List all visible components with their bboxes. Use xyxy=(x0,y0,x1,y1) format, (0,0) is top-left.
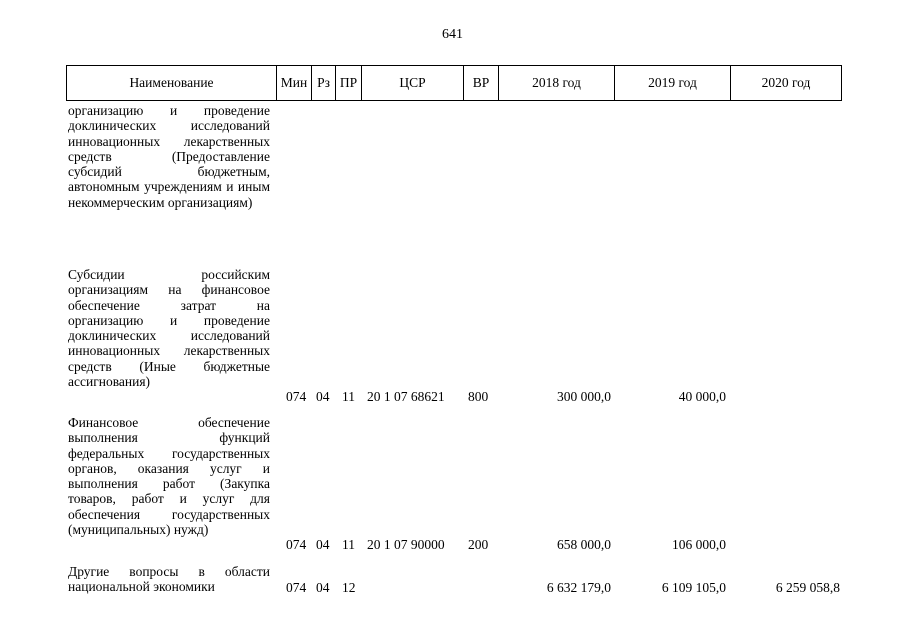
row-rz: 04 xyxy=(316,389,330,404)
row-2019: 6 109 105,0 xyxy=(661,580,726,595)
row-2018: 300 000,0 xyxy=(557,389,611,404)
row-rz: 04 xyxy=(316,537,330,552)
column-header-csr: ЦСР xyxy=(362,66,464,100)
row-2019: 106 000,0 xyxy=(672,537,726,552)
page-number: 641 xyxy=(442,27,463,42)
row-vr: 200 xyxy=(468,537,489,552)
table-header xyxy=(66,65,842,101)
row-vr: 800 xyxy=(468,389,489,404)
row-pr: 11 xyxy=(342,537,355,552)
row-min: 074 xyxy=(286,537,307,552)
column-header-name: Наименование xyxy=(67,66,277,100)
column-header-2018: 2018 год xyxy=(499,66,615,100)
row-pr: 11 xyxy=(342,389,355,404)
column-header-vr: ВР xyxy=(464,66,499,100)
column-header-2019: 2019 год xyxy=(615,66,731,100)
row-2020: 6 259 058,8 xyxy=(775,580,840,595)
row-2018: 658 000,0 xyxy=(557,537,611,552)
column-header-min: Мин xyxy=(277,66,312,100)
row-csr: 20 1 07 90000 xyxy=(367,537,445,552)
row-2019: 40 000,0 xyxy=(678,389,726,404)
row-pr: 12 xyxy=(342,580,356,595)
table-row-name: Финансовое обеспечение выполнения функций федеральных государственных органов, оказания услуг и выполнения работ (Закупка товаров, работ и услуг для обеспечения государственных (муниципальных) нужд) xyxy=(68,415,270,538)
row-min: 074 xyxy=(286,580,307,595)
column-header-pr: ПР xyxy=(336,66,362,100)
column-header-2020: 2020 год xyxy=(761,75,811,90)
table-row-name: Другие вопросы в области национальной экономики xyxy=(68,564,270,595)
table-row-name: Субсидии российским организациям на финансовое обеспечение затрат на организацию и проведение доклинических исследований инновационных лекарственных средств (Иные бюджетные ассигнования) xyxy=(68,267,270,390)
row-2018: 6 632 179,0 xyxy=(546,580,611,595)
table-row-name: организацию и проведение доклинических исследований инновационных лекарственных средств (Предоставление субсидий бюджетным, автономным учреждениям и иным некоммерческим организациям) xyxy=(68,103,270,210)
row-rz: 04 xyxy=(316,580,330,595)
column-header-rz: Рз xyxy=(312,66,336,100)
row-min: 074 xyxy=(286,389,307,404)
row-csr: 20 1 07 68621 xyxy=(367,389,445,404)
